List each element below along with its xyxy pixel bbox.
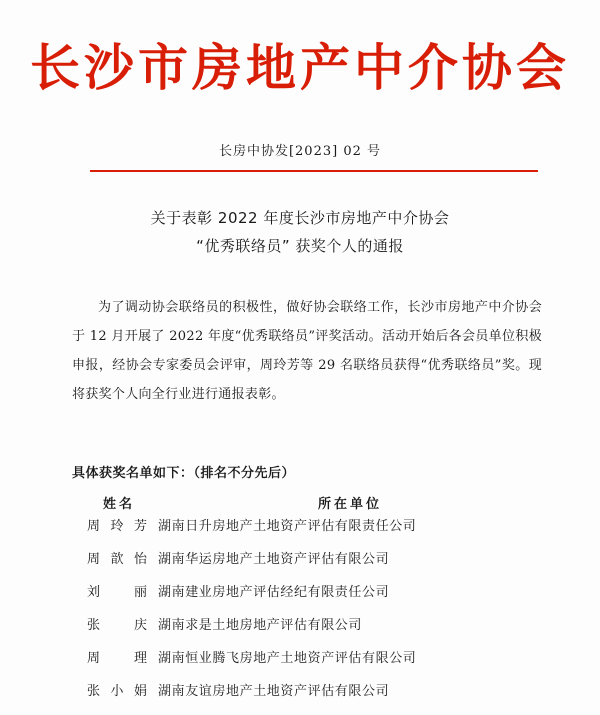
column-header-name: 姓名 xyxy=(103,497,136,512)
awardee-name: 张庆 xyxy=(87,618,147,633)
awardee-unit: 湖南建业房地产评估经纪有限责任公司 xyxy=(158,585,390,600)
table-row xyxy=(0,515,600,539)
awardee-name: 周歆怡 xyxy=(87,552,147,567)
awardee-name: 刘丽 xyxy=(87,585,147,600)
notice-title-line-1: 关于表彰 2022 年度长沙市房地产中介协会 xyxy=(150,209,450,227)
table-row xyxy=(0,548,600,572)
awardee-name: 周玲芳 xyxy=(87,519,147,534)
table-row xyxy=(0,680,600,704)
awardee-unit: 湖南华运房地产土地资产评估有限公司 xyxy=(158,552,390,567)
award-list-intro: 具体获奖名单如下：（排名不分先后） xyxy=(72,466,296,481)
awardee-unit: 湖南求是土地房地产评估有限公司 xyxy=(158,618,363,633)
org-letterhead-title: 长沙市房地产中介协会 xyxy=(30,38,570,97)
table-row xyxy=(0,614,600,638)
notice-title-line-2: “优秀联络员” 获奖个人的通报 xyxy=(196,237,404,255)
red-divider-line xyxy=(90,170,538,172)
column-header-unit: 所在单位 xyxy=(318,497,383,512)
table-row xyxy=(0,647,600,671)
document-number: 长房中协发[2023] 02 号 xyxy=(218,144,382,159)
body-paragraph: 为了调动协会联络员的积极性，做好协会联络工作，长沙市房地产中介协会于 12 月开展了 2022 年度“优秀联络员”评奖活动。活动开始后各会员单位积极申报，经协会专家委员会评审，周玲芳等 29 名联络员获得“优秀联络员”奖。现将获奖个人向全行业进行通报表彰。 xyxy=(72,300,542,402)
awardee-unit: 湖南恒业腾飞房地产土地资产评估有限公司 xyxy=(158,651,417,666)
awardee-name: 周理 xyxy=(87,651,147,666)
awardee-unit: 湖南友谊房地产土地资产评估有限公司 xyxy=(158,684,390,699)
awardee-unit: 湖南日升房地产土地资产评估有限责任公司 xyxy=(158,519,417,534)
table-row xyxy=(0,581,600,605)
awardee-name: 张小娟 xyxy=(87,684,147,699)
